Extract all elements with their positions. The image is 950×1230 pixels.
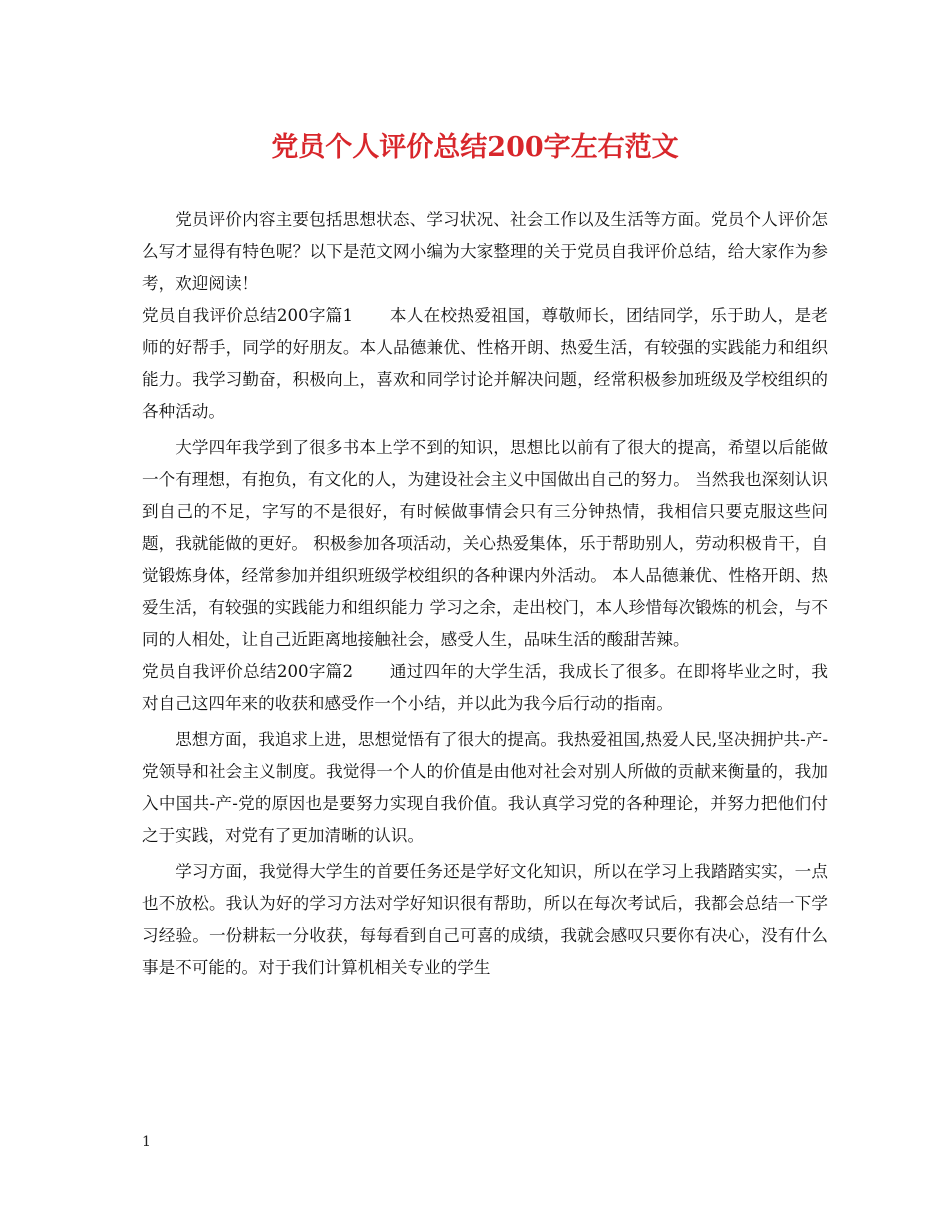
section-1-heading: 党员自我评价总结200字篇1	[142, 306, 354, 325]
section-2-paragraph	[142, 656, 828, 720]
paragraph-4: 思想方面，我追求上进，思想觉悟有了很大的提高。我热爱祖国,热爱人民,坚决拥护共-产-党领导和社会主义制度。我觉得一个人的价值是由他对社会对别人所做的贡献来衡量的，我加入中国共-产-党的原因也是要努力实现自我价值。我认真学习党的各种理论，并努力把他们付之于实践，对党有了更加清晰的认识。	[142, 730, 828, 845]
section-1-paragraph	[142, 300, 828, 428]
document-title: 党员个人评价总结200字左右范文	[271, 132, 679, 163]
paragraph-2: 大学四年我学到了很多书本上学不到的知识，思想比以前有了很大的提高，希望以后能做一个有理想，有抱负，有文化的人，为建设社会主义中国做出自己的努力。 当然我也深刻认识到自己的不足，字写的不是很好，有时候做事情会只有三分钟热情，我相信只要克服这些问题，我就能做的更好。 积极参加各项活动，关心热爱集体，乐于帮助别人，劳动积极肯干，自觉锻炼身体，经常参加并组织班级学校组织的各种课内外活动。 本人品德兼优、性格开朗、热爱生活，有较强的实践能力和组织能力 学习之余，走出校门，本人珍惜每次锻炼的机会，与不同的人相处，让自己近距离地接触社会，感受人生，品味生活的酸甜苦辣。	[142, 438, 828, 649]
document-body	[142, 204, 828, 984]
intro-paragraph: 党员评价内容主要包括思想状态、学习状况、社会工作以及生活等方面。党员个人评价怎么写才显得有特色呢？以下是范文网小编为大家整理的关于党员自我评价总结，给大家作为参考，欢迎阅读！	[142, 210, 828, 293]
paragraph-5: 学习方面，我觉得大学生的首要任务还是学好文化知识，所以在学习上我踏踏实实，一点也不放松。我认为好的学习方法对学好知识很有帮助，所以在每次考试后，我都会总结一下学习经验。一份耕耘一分收获，每每看到自己可喜的成绩，我就会感叹只要你有决心，没有什么事是不可能的。对于我们计算机相关专业的学生	[142, 862, 828, 977]
section-2-text: 通过四年的大学生活，我成长了很多。在即将毕业之时，我对自己这四年来的收获和感受作一个小结，并以此为我今后行动的指南。	[142, 662, 829, 713]
section-1-text: 本人在校热爱祖国，尊敬师长，团结同学，乐于助人，是老师的好帮手，同学的好朋友。本人品德兼优、性格开朗、热爱生活，有较强的实践能力和组织能力。我学习勤奋，积极向上，喜欢和同学讨论并解决问题，经常积极参加班级及学校组织的各种活动。	[142, 306, 829, 421]
section-2-heading: 党员自我评价总结200字篇2	[142, 662, 354, 681]
page-number: 1	[142, 1134, 151, 1150]
